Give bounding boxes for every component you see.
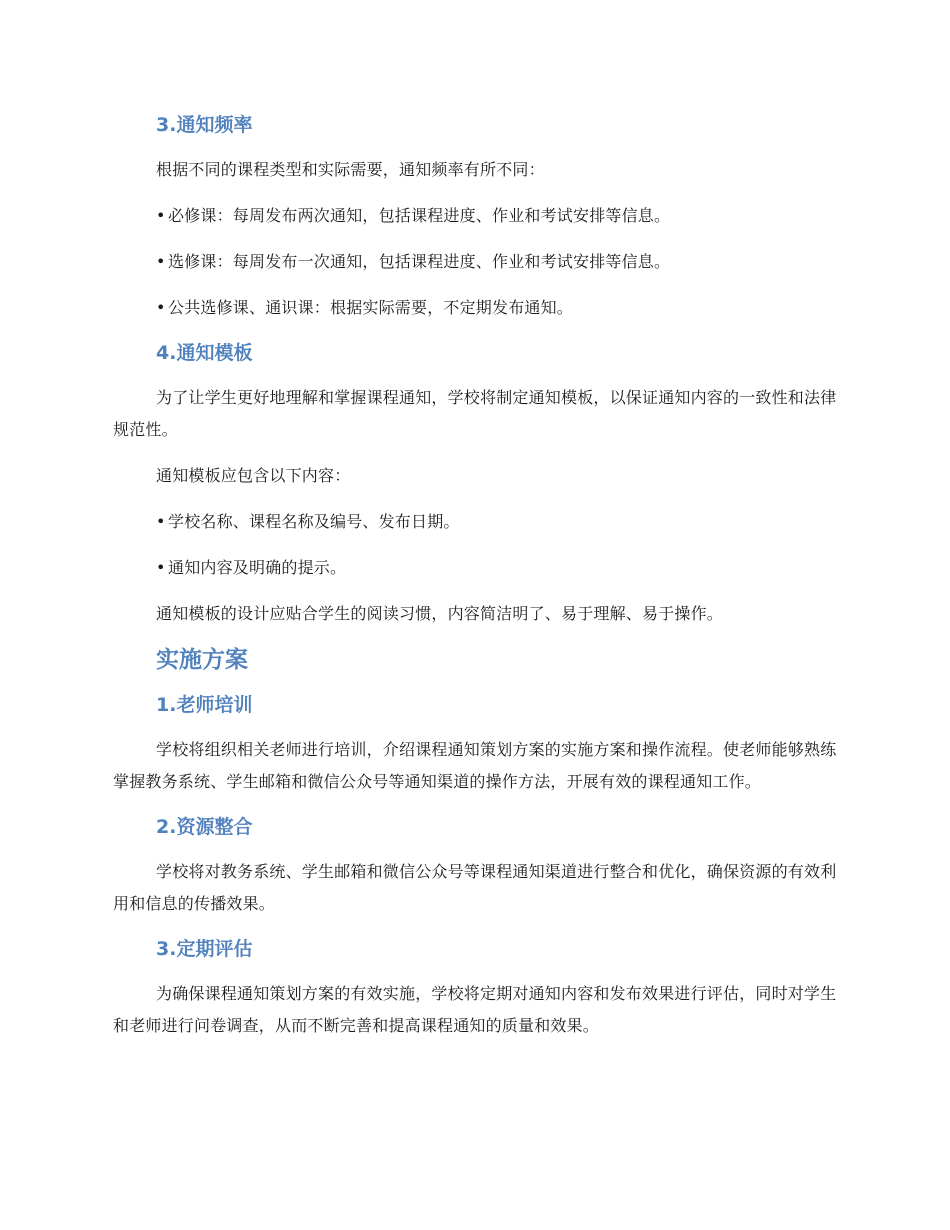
- bullet-item-school-info: • 学校名称、课程名称及编号、发布日期。: [156, 506, 839, 538]
- section-heading-teacher-training: 1.老师培训: [156, 694, 253, 716]
- bullet-icon: •: [156, 558, 166, 577]
- bullet-icon: •: [156, 298, 166, 317]
- paragraph-periodic-evaluation: 为确保课程通知策划方案的有效实施，学校将定期对通知内容和发布效果进行评估，同时对学生和老师进行问卷调查，从而不断完善和提高课程通知的质量和效果。: [113, 984, 837, 1035]
- bullet-icon: •: [156, 512, 166, 531]
- bullet-item-public-course: • 公共选修课、通识课：根据实际需要，不定期发布通知。: [156, 292, 839, 324]
- paragraph-frequency-intro: 根据不同的课程类型和实际需要，通知频率有所不同：: [156, 160, 545, 179]
- paragraph-template-purpose: 为了让学生更好地理解和掌握课程通知，学校将制定通知模板，以保证通知内容的一致性和法律规范性。: [113, 388, 837, 439]
- bullet-item-notice-content: • 通知内容及明确的提示。: [156, 552, 839, 584]
- document-body: [113, 110, 839, 1042]
- section-heading-notification-frequency: 3.通知频率: [156, 114, 253, 136]
- bullet-item-elective-course: • 选修课：每周发布一次通知，包括课程进度、作业和考试安排等信息。: [156, 246, 839, 278]
- section-heading-resource-integration: 2.资源整合: [156, 816, 253, 838]
- section-heading-notification-template: 4.通知模板: [156, 342, 253, 364]
- bullet-icon: •: [156, 206, 166, 225]
- paragraph-teacher-training: 学校将组织相关老师进行培训，介绍课程通知策划方案的实施方案和操作流程。使老师能够熟练掌握教务系统、学生邮箱和微信公众号等通知渠道的操作方法，开展有效的课程通知工作。: [113, 740, 837, 791]
- bullet-icon: •: [156, 252, 166, 271]
- section-heading-periodic-evaluation: 3.定期评估: [156, 938, 253, 960]
- bullet-item-required-course: • 必修课：每周发布两次通知，包括课程进度、作业和考试安排等信息。: [156, 200, 839, 232]
- paragraph-template-design: 通知模板的设计应贴合学生的阅读习惯，内容简洁明了、易于理解、易于操作。: [156, 604, 724, 623]
- paragraph-resource-integration: 学校将对教务系统、学生邮箱和微信公众号等课程通知渠道进行整合和优化，确保资源的有效利用和信息的传播效果。: [113, 862, 837, 913]
- section-heading-implementation: 实施方案: [156, 647, 248, 673]
- paragraph-template-intro: 通知模板应包含以下内容：: [156, 466, 351, 485]
